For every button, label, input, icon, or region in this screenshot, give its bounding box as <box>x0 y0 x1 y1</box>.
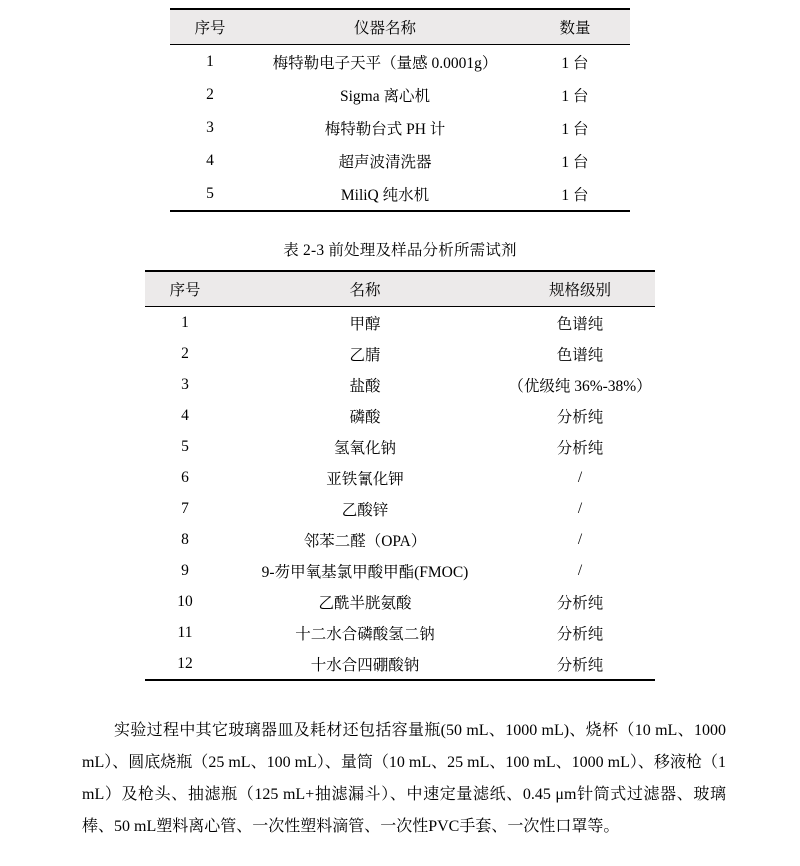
column-header-name: 名称 <box>225 271 505 307</box>
column-header-name: 仪器名称 <box>250 9 520 45</box>
cell-quantity: 1 台 <box>561 54 589 72</box>
cell-index: 2 <box>181 344 189 362</box>
cell-grade: / <box>577 499 583 517</box>
cell-name: 十水合四硼酸钠 <box>225 648 505 680</box>
body-paragraph: 实验过程中其它玻璃器皿及耗材还包括容量瓶(50 mL、1000 mL)、烧杯（10 mL、1000 mL）、圆底烧瓶（25 mL、100 mL）、量筒（10 mL、25 mL、100 mL、1000 mL）、移液枪（1 mL）及枪头、抽滤瓶（125 mL+抽滤漏斗）、中速定量滤纸、0.45 μm针筒式过滤器、玻璃棒、50 mL塑料离心管、一次性塑料滴管、一次性PVC手套、一次性口罩等。 <box>82 722 726 835</box>
cell-name: 氢氧化钠 <box>333 439 396 457</box>
cell-index: 10 <box>177 592 193 610</box>
table-row <box>170 177 630 211</box>
cell-name: 邻苯二醛（OPA） <box>303 532 427 550</box>
cell-name: 梅特勒台式 PH 计 <box>324 120 446 138</box>
table-header-row <box>170 9 630 45</box>
cell-name: MiliQ 纯水机 <box>250 177 520 211</box>
cell-name: 9-芴甲氧基氯甲酸甲酯(FMOC) <box>261 563 469 581</box>
cell-grade: 分析纯 <box>556 439 604 457</box>
cell-index: 4 <box>206 151 214 169</box>
cell-index: 3 <box>206 118 214 136</box>
table-row <box>145 400 655 431</box>
table-row <box>145 431 655 462</box>
cell-quantity: 1 台 <box>520 177 630 211</box>
cell-grade: 分析纯 <box>556 408 604 426</box>
column-header-quantity: 数量 <box>520 9 630 45</box>
table-row <box>145 586 655 617</box>
cell-index: 3 <box>181 375 189 393</box>
cell-grade: 分析纯 <box>505 648 655 680</box>
cell-name: 梅特勒电子天平（量感 0.0001g） <box>272 54 498 72</box>
cell-index: 11 <box>177 623 193 641</box>
cell-index: 7 <box>181 499 189 517</box>
cell-index: 2 <box>206 85 214 103</box>
document-page <box>0 8 800 866</box>
table-row <box>145 555 655 586</box>
table-row <box>145 617 655 648</box>
cell-name: 磷酸 <box>349 408 381 426</box>
table-row <box>145 648 655 680</box>
cell-name: 十二水合磷酸氢二钠 <box>295 625 435 643</box>
cell-name: 盐酸 <box>349 377 381 395</box>
cell-index: 5 <box>170 177 250 211</box>
cell-grade: 分析纯 <box>556 625 604 643</box>
table-row <box>145 462 655 493</box>
cell-grade: 分析纯 <box>556 594 604 612</box>
reagent-table <box>145 270 655 681</box>
cell-name: 乙腈 <box>349 346 381 364</box>
column-header-index: 序号 <box>170 9 250 45</box>
table-row <box>170 78 630 111</box>
table-row <box>145 338 655 369</box>
cell-index: 5 <box>181 437 189 455</box>
cell-index: 1 <box>181 313 189 331</box>
table-row <box>145 524 655 555</box>
cell-index: 12 <box>145 648 225 680</box>
table-row <box>170 144 630 177</box>
cell-grade: （优级纯 36%-38%） <box>508 377 652 395</box>
cell-grade: / <box>577 561 583 579</box>
cell-index: 4 <box>181 406 189 424</box>
table-row <box>145 307 655 339</box>
cell-grade: / <box>577 530 583 548</box>
cell-grade: / <box>577 468 583 486</box>
cell-index: 6 <box>181 468 189 486</box>
cell-name: Sigma 离心机 <box>340 87 430 105</box>
cell-index: 9 <box>181 561 189 579</box>
column-header-index: 序号 <box>145 271 225 307</box>
column-header-grade: 规格级别 <box>505 271 655 307</box>
cell-quantity: 1 台 <box>561 87 589 105</box>
cell-index: 1 <box>206 52 214 70</box>
reagent-table-caption: 表 2-3 前处理及样品分析所需试剂 <box>283 242 517 259</box>
cell-index: 8 <box>181 530 189 548</box>
table-row <box>145 369 655 400</box>
cell-name: 超声波清洗器 <box>338 153 432 171</box>
cell-name: 乙酰半胱氨酸 <box>318 594 412 612</box>
cell-name: 乙酸锌 <box>341 501 389 519</box>
table-row <box>145 493 655 524</box>
cell-quantity: 1 台 <box>561 153 589 171</box>
cell-grade: 色谱纯 <box>556 315 604 333</box>
cell-grade: 色谱纯 <box>556 346 604 364</box>
cell-name: 甲醇 <box>349 315 381 333</box>
table-row <box>170 111 630 144</box>
cell-quantity: 1 台 <box>561 120 589 138</box>
equipment-table <box>170 8 630 212</box>
table-row <box>170 45 630 79</box>
cell-name: 亚铁氰化钾 <box>326 470 404 488</box>
table-header-row <box>145 271 655 307</box>
